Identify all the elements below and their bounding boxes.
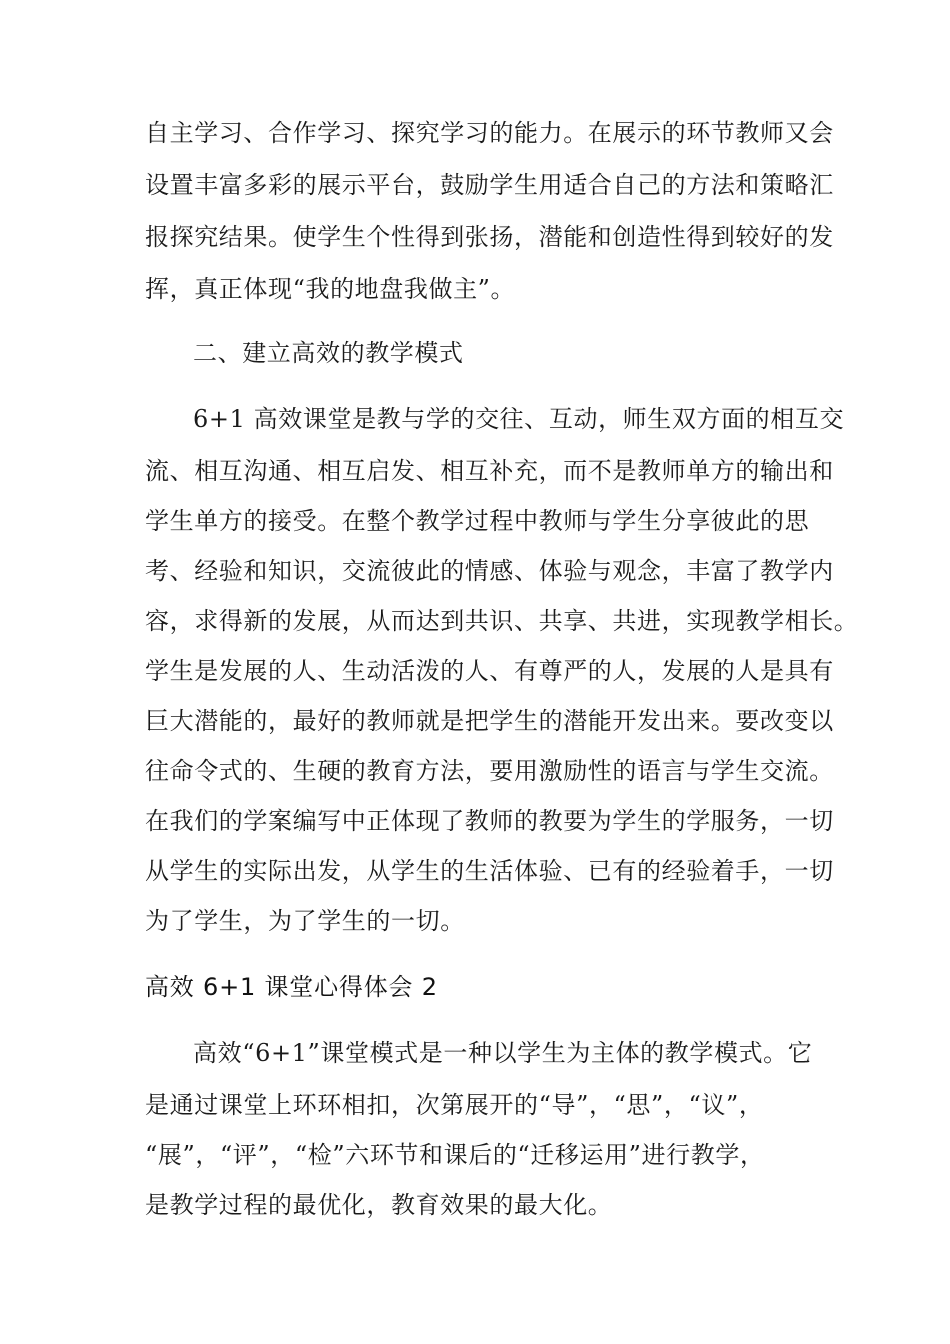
paragraph-2-line-11: 为了学生，为了学生的一切。 xyxy=(145,907,465,935)
paragraph-3-line-2: 是通过课堂上环环相扣，次第展开的“导”，“思”，“议”， xyxy=(145,1091,764,1119)
paragraph-1-line-3: 报探究结果。使学生个性得到张扬，潜能和创造性得到较好的发 xyxy=(145,223,834,251)
paragraph-2-line-9: 在我们的学案编写中正体现了教师的教要为学生的学服务，一切 xyxy=(145,807,834,835)
paragraph-2-line-10: 从学生的实际出发，从学生的生活体验、已有的经验着手，一切 xyxy=(145,857,834,885)
paragraph-1-line-2: 设置丰富多彩的展示平台，鼓励学生用适合自己的方法和策略汇 xyxy=(145,171,834,199)
paragraph-2-line-6: 学生是发展的人、生动活泼的人、有尊严的人，发展的人是具有 xyxy=(145,657,834,685)
paragraph-3-line-3: “展”，“评”，“检”六环节和课后的“迁移运用”进行教学， xyxy=(145,1141,765,1169)
paragraph-2-line-5: 容，求得新的发展，从而达到共识、共享、共进，实现教学相长。 xyxy=(145,607,859,635)
section-heading: 二、建立高效的教学模式 xyxy=(193,339,464,367)
paragraph-1-line-1: 自主学习、合作学习、探究学习的能力。在展示的环节教师又会 xyxy=(145,119,834,147)
paragraph-3-line-4: 是教学过程的最优化，教育效果的最大化。 xyxy=(145,1191,613,1219)
paragraph-2-line-2: 流、相互沟通、相互启发、相互补充，而不是教师单方的输出和 xyxy=(145,457,834,485)
paragraph-2-line-1: 6+1 高效课堂是教与学的交往、互动，师生双方面的相互交 xyxy=(193,405,845,433)
article-title: 高效 6+1 课堂心得体会 2 xyxy=(145,973,438,1001)
paragraph-2-line-4: 考、经验和知识，交流彼此的情感、体验与观念，丰富了教学内 xyxy=(145,557,834,585)
paragraph-2-line-3: 学生单方的接受。在整个教学过程中教师与学生分享彼此的思 xyxy=(145,507,810,535)
paragraph-2-line-8: 往命令式的、生硬的教育方法，要用激励性的语言与学生交流。 xyxy=(145,757,834,785)
paragraph-1-line-4: 挥，真正体现“我的地盘我做主”。 xyxy=(145,275,516,303)
paragraph-3-line-1: 高效“6+1”课堂模式是一种以学生为主体的教学模式。它 xyxy=(193,1039,813,1067)
paragraph-2-line-7: 巨大潜能的，最好的教师就是把学生的潜能开发出来。要改变以 xyxy=(145,707,834,735)
